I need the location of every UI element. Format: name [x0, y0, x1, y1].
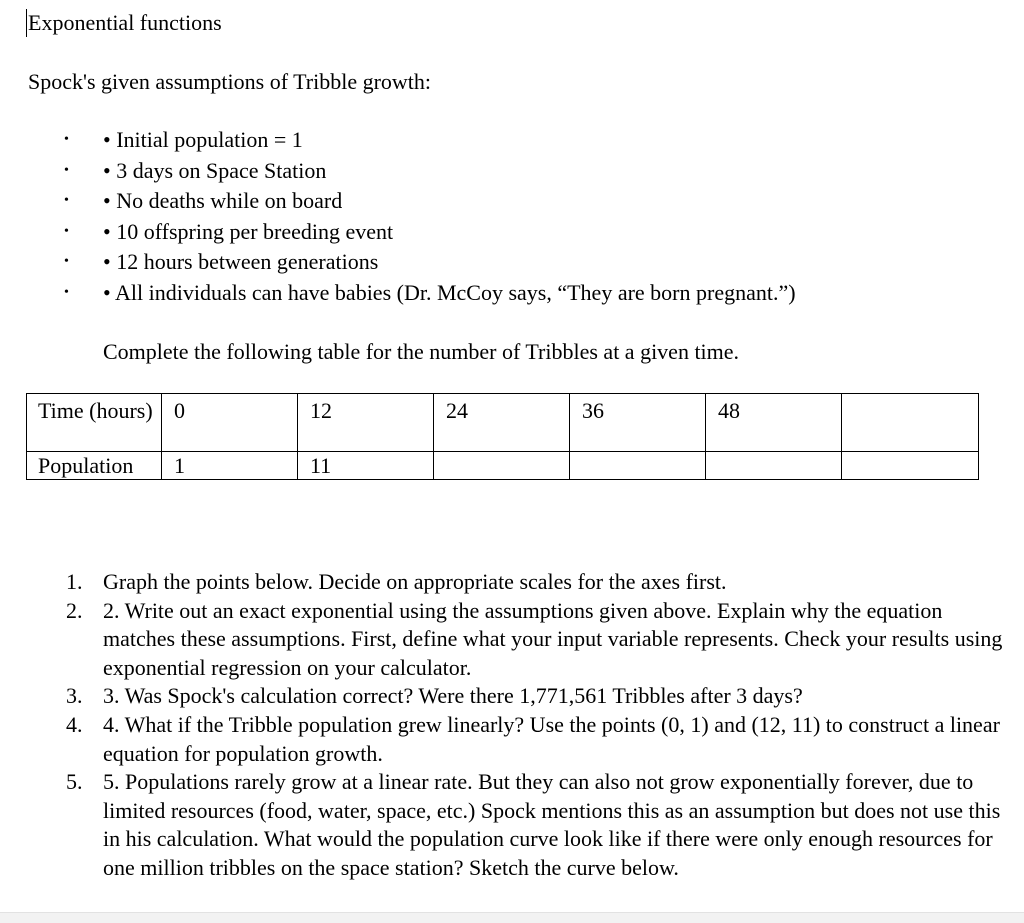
bullet-icon: • [64, 223, 69, 239]
list-item [0, 768, 1024, 882]
list-item [0, 711, 1024, 768]
assumption-text: • All individuals can have babies (Dr. McCoy says, “They are born pregnant.”) [103, 279, 796, 305]
question-number: 5. [66, 769, 83, 795]
assumption-text: • Initial population = 1 [103, 127, 303, 152]
question-number: 2. [66, 597, 83, 623]
population-cell [434, 452, 570, 480]
intro-paragraph: Spock's given assumptions of Tribble growth: [28, 69, 432, 94]
bullet-icon: • [64, 162, 69, 178]
time-header-cell: Time (hours) [27, 394, 162, 452]
bullet-icon: • [64, 254, 69, 270]
assumption-text: • 10 offspring per breeding event [103, 218, 394, 244]
text-cursor [26, 9, 27, 37]
population-cell [706, 452, 842, 480]
question-number: 1. [66, 569, 83, 594]
question-text: 5. Populations rarely grow at a linear rate. But they can also not grow exponentially forever, due to limited resources (food, water, space, etc.) Spock mentions this as an assumption but does not use this in his calculation. What would the population curve look like if there were only enough resources for one million tribbles on the space station? Sketch the curve below. [103, 769, 1001, 880]
question-text: 2. Write out an exact exponential using the assumptions given above. Explain why the equation matches these assumptions. First, define what your input variable represents. Check your results using exponential regression on your calculator. [103, 597, 1003, 680]
question-number: 4. [66, 711, 83, 737]
table-row [27, 452, 979, 480]
list-item [0, 597, 1024, 683]
question-text: 3. Was Spock's calculation correct? Were there 1,771,561 Tribbles after 3 days? [103, 683, 803, 709]
bullet-icon: • [64, 193, 69, 209]
tribble-table [26, 393, 979, 480]
question-number: 3. [66, 683, 83, 709]
questions-list [0, 568, 1024, 883]
document-title: Exponential functions [28, 10, 222, 35]
bullet-icon: • [64, 132, 69, 147]
time-cell [842, 394, 979, 452]
population-header-cell: Population [27, 452, 162, 480]
table-instruction: Complete the following table for the number of Tribbles at a given time. [103, 339, 740, 364]
time-cell: 24 [434, 394, 570, 452]
population-cell: 1 [162, 452, 298, 480]
time-cell: 12 [298, 394, 434, 452]
page-bottom-edge [0, 912, 1024, 923]
list-item [0, 682, 1024, 711]
question-text: Graph the points below. Decide on appropriate scales for the axes first. [103, 569, 727, 594]
population-cell [570, 452, 706, 480]
population-cell [842, 452, 979, 480]
assumption-text: • 12 hours between generations [103, 249, 379, 275]
time-cell: 48 [706, 394, 842, 452]
time-cell: 0 [162, 394, 298, 452]
population-cell: 11 [298, 452, 434, 480]
bullet-icon: • [64, 284, 69, 300]
time-cell: 36 [570, 394, 706, 452]
list-item [0, 568, 1024, 597]
question-text: 4. What if the Tribble population grew linearly? Use the points (0, 1) and (12, 11) to construct a linear equation for population growth. [103, 711, 1000, 766]
assumption-text: • No deaths while on board [103, 188, 343, 214]
table-row [27, 394, 979, 452]
assumption-text: • 3 days on Space Station [103, 157, 327, 183]
